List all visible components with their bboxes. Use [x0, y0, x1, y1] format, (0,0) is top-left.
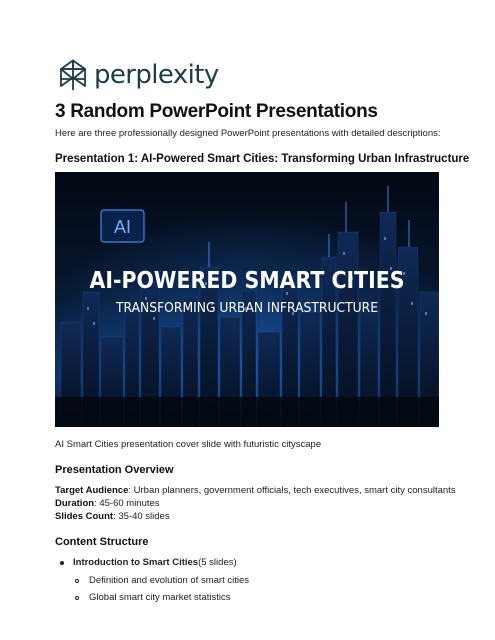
cover-title: AI-POWERED SMART CITIES — [89, 268, 405, 294]
sub-list-item — [75, 575, 249, 586]
brand-wordmark: perplexity — [94, 60, 219, 90]
ai-badge-text: AI — [113, 217, 132, 237]
target-audience-line — [55, 485, 456, 496]
sub-list-item-text: Definition and evolution of smart cities — [89, 575, 249, 586]
content-structure-heading: Content Structure — [55, 536, 149, 548]
intro-text: Here are three professionally designed PowerPoint presentations with detailed descriptions: — [55, 128, 441, 139]
slides-count-value: : 35-40 slides — [113, 511, 170, 522]
duration-line — [55, 498, 160, 509]
sub-list-item-text: Global smart city market statistics — [89, 592, 231, 603]
bullet-ring — [75, 596, 79, 600]
duration-value: : 45-60 minutes — [94, 498, 160, 509]
overview-heading: Presentation Overview — [55, 464, 174, 476]
list-item-label: Introduction to Smart Cities — [73, 557, 199, 568]
bullet-ring — [75, 579, 79, 583]
duration-label: Duration — [55, 498, 95, 509]
target-audience-value: : Urban planners, government officials, tech executives, smart city consultants — [128, 485, 456, 496]
presentation-1-heading: Presentation 1: AI-Powered Smart Cities: Transforming Urban Infrastructure — [55, 153, 470, 165]
list-item-count: (5 slides) — [198, 557, 237, 568]
sub-list-item — [75, 592, 230, 603]
page-title: 3 Random PowerPoint Presentations — [55, 101, 378, 122]
perplexity-logo-icon — [58, 59, 88, 91]
cover-subtitle: TRANSFORMING URBAN INFRASTRUCTURE — [115, 301, 378, 316]
list-item — [60, 557, 237, 568]
cover-caption: AI Smart Cities presentation cover slide with futuristic cityscape — [55, 439, 322, 450]
brand-logo — [58, 56, 219, 94]
bullet-dot — [60, 561, 64, 565]
slides-count-line — [55, 511, 170, 522]
cover-image — [55, 172, 439, 427]
target-audience-label: Target Audience — [55, 485, 129, 496]
slides-count-label: Slides Count — [55, 511, 114, 522]
